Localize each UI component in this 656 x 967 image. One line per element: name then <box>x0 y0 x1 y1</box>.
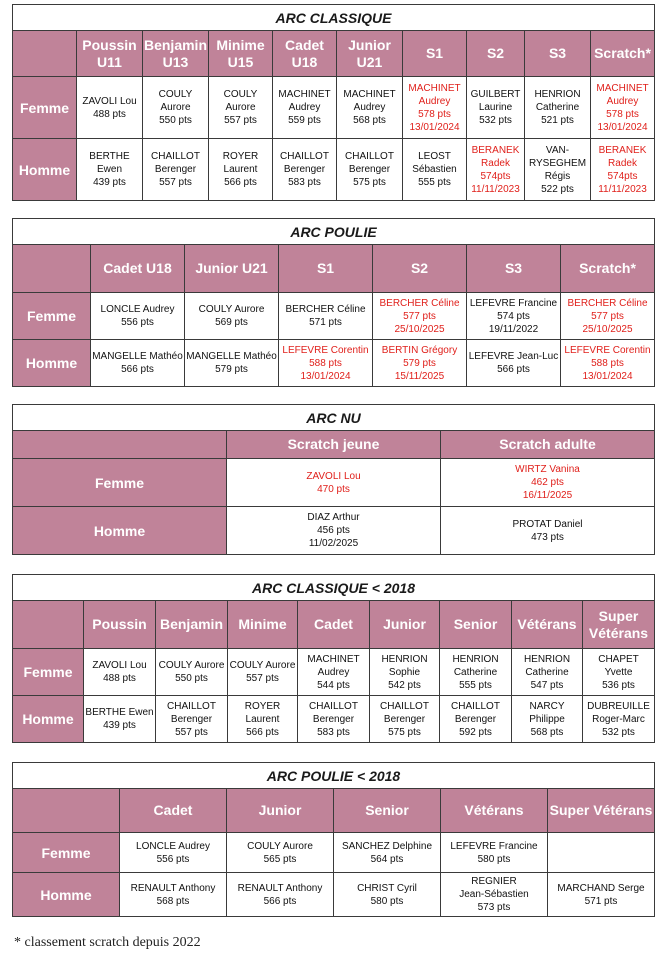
record-line: 532 pts <box>479 115 512 126</box>
record-line: 544 pts <box>317 679 350 691</box>
column-header: Super Vétérans <box>583 601 655 649</box>
record-line: GUILBERT <box>470 89 521 100</box>
column-header: Junior U21 <box>337 31 403 77</box>
record-cell <box>209 77 273 139</box>
record-line: CHAILLOT <box>451 700 500 712</box>
column-header: S3 <box>525 31 591 77</box>
record-line: MACHINET <box>596 82 649 94</box>
column-header: Poussin U11 <box>77 31 143 77</box>
record-cell <box>591 77 655 139</box>
record-cell <box>91 293 185 340</box>
column-header: S3 <box>467 245 561 293</box>
record-line: CHAPET <box>598 653 639 665</box>
column-header: Senior <box>334 789 441 833</box>
record-cell <box>467 139 525 201</box>
header-corner <box>13 601 84 649</box>
record-line: HENRION <box>534 89 581 100</box>
record-line: 566 pts <box>224 177 257 188</box>
record-line: 557 pts <box>175 726 208 738</box>
row-label: Homme <box>13 139 77 201</box>
record-line: 439 pts <box>93 177 126 188</box>
record-line: COULY Aurore <box>247 840 313 852</box>
record-line: LEFEVRE Francine <box>450 840 538 852</box>
header-corner <box>13 431 227 459</box>
record-line: Philippe <box>529 713 565 725</box>
record-line: 568 pts <box>156 895 190 907</box>
record-line: 11/11/2023 <box>471 183 520 195</box>
record-line: NARCY <box>529 700 565 712</box>
record-line: RENAULT Anthony <box>237 882 323 894</box>
record-line: ZAVOLI Lou <box>306 470 361 482</box>
record-line: ROYER <box>244 700 281 712</box>
record-line: 577 pts <box>591 310 624 322</box>
record-cell <box>84 696 156 743</box>
record-line: 583 pts <box>317 726 350 738</box>
record-line: BERCHER Céline <box>567 297 648 309</box>
row-label: Homme <box>13 340 91 387</box>
record-line: Berenger <box>283 164 326 175</box>
record-cell <box>512 696 583 743</box>
record-line: Radek <box>481 157 510 169</box>
record-line: RYSEGHEM <box>528 157 587 169</box>
record-line: Laurent <box>245 713 280 725</box>
record-line: BERTHE Ewen <box>85 707 154 718</box>
record-cell <box>548 873 655 917</box>
column-header: Super Vétérans <box>548 789 655 833</box>
table-arc-poulie <box>12 218 655 387</box>
table-row <box>13 139 655 201</box>
record-line: 580 pts <box>477 853 511 865</box>
record-line: Jean-Sébastien <box>459 889 529 900</box>
record-line: 11/11/2023 <box>598 183 647 195</box>
record-line: 577 pts <box>403 310 436 322</box>
record-cell <box>583 696 655 743</box>
record-line: 550 pts <box>175 673 208 684</box>
record-line: Sébastien <box>412 164 457 175</box>
record-line: HENRION <box>381 653 428 665</box>
record-cell <box>273 77 337 139</box>
record-cell <box>298 649 370 696</box>
table-title: ARC CLASSIQUE <box>13 5 655 31</box>
record-line: 470 pts <box>317 483 350 495</box>
record-line: PROTAT Daniel <box>512 518 583 530</box>
column-header: Junior <box>370 601 440 649</box>
column-header: Scratch* <box>561 245 655 293</box>
record-line: Yvette <box>604 666 633 678</box>
record-line: CHAILLOT <box>280 151 329 162</box>
column-header: Junior U21 <box>185 245 279 293</box>
record-line: 568 pts <box>353 115 386 126</box>
record-line: Audrey <box>418 95 451 107</box>
record-line: 555 pts <box>459 679 492 691</box>
record-line: CHAILLOT <box>380 700 429 712</box>
record-line: Laurine <box>478 102 513 113</box>
record-line: VAN- <box>545 144 570 156</box>
column-header: Benjamin U13 <box>143 31 209 77</box>
record-line: BERTIN Grégory <box>381 344 458 356</box>
table-row <box>13 459 655 507</box>
record-line: HENRION <box>523 653 571 665</box>
record-cell <box>512 649 583 696</box>
record-line: 488 pts <box>93 108 126 120</box>
record-line: Catherine <box>535 102 580 113</box>
record-line: Berenger <box>348 164 391 175</box>
record-line: RENAULT Anthony <box>130 882 216 894</box>
record-line: 580 pts <box>370 895 404 907</box>
record-line: 556 pts <box>121 317 154 328</box>
table-title: ARC CLASSIQUE < 2018 <box>13 575 655 601</box>
record-cell <box>441 833 548 873</box>
record-line: Berenger <box>154 164 197 175</box>
record-line: COULY <box>223 89 258 100</box>
record-line: 566 pts <box>263 895 297 907</box>
record-line: Audrey <box>288 102 321 113</box>
record-line: 571 pts <box>584 895 618 907</box>
record-line: HENRION <box>452 653 499 665</box>
column-header: Minime U15 <box>209 31 273 77</box>
record-line: 542 pts <box>388 679 421 691</box>
record-line: 575 pts <box>353 177 386 188</box>
record-line: LONCLE Audrey <box>100 304 175 315</box>
record-cell <box>561 340 655 387</box>
record-line: 557 pts <box>246 673 279 684</box>
column-header: Senior <box>440 601 512 649</box>
record-line: 583 pts <box>288 177 321 188</box>
record-line: ZAVOLI Lou <box>82 95 137 107</box>
table-title: ARC NU <box>13 405 655 431</box>
record-line: 15/11/2025 <box>394 370 445 382</box>
record-line: Sophie <box>388 666 421 678</box>
column-header: Scratch jeune <box>227 431 441 459</box>
column-header: S1 <box>403 31 467 77</box>
row-label: Femme <box>13 77 77 139</box>
record-line: MANGELLE Mathéo <box>92 351 183 362</box>
record-line: CHAILLOT <box>309 700 358 712</box>
record-line: COULY Aurore <box>229 660 296 671</box>
record-cell <box>273 139 337 201</box>
record-line: 473 pts <box>531 531 564 543</box>
table-row <box>13 649 655 696</box>
record-cell <box>156 696 228 743</box>
column-header: S2 <box>467 31 525 77</box>
record-cell <box>370 649 440 696</box>
record-cell <box>91 340 185 387</box>
record-line: 555 pts <box>418 177 451 188</box>
record-cell <box>373 340 467 387</box>
table-row <box>13 293 655 340</box>
record-line: 522 pts <box>541 183 574 195</box>
column-header: Vétérans <box>441 789 548 833</box>
record-cell <box>84 649 156 696</box>
record-cell <box>185 293 279 340</box>
header-corner <box>13 31 77 77</box>
record-line: 550 pts <box>159 115 192 126</box>
record-line: Laurent <box>223 164 258 175</box>
column-header: Poussin <box>84 601 156 649</box>
record-cell <box>228 649 298 696</box>
record-cell <box>120 833 227 873</box>
record-line: Catherine <box>453 666 498 678</box>
record-line: LEFEVRE Corentin <box>564 344 651 356</box>
column-header: S1 <box>279 245 373 293</box>
record-cell <box>441 459 655 507</box>
row-label: Homme <box>13 507 227 555</box>
row-label: Homme <box>13 873 120 917</box>
record-cell <box>337 77 403 139</box>
record-cell <box>298 696 370 743</box>
record-cell <box>337 139 403 201</box>
record-cell <box>279 340 373 387</box>
record-line: Berenger <box>170 713 213 725</box>
table-row <box>13 77 655 139</box>
record-line: 568 pts <box>530 726 564 738</box>
record-line: Catherine <box>525 666 569 678</box>
record-line: 566 pts <box>246 726 279 738</box>
record-cell <box>548 833 655 873</box>
record-line: 25/10/2025 <box>394 323 445 335</box>
record-cell <box>467 77 525 139</box>
row-label: Femme <box>13 649 84 696</box>
record-cell <box>227 507 441 555</box>
record-cell <box>403 139 467 201</box>
record-cell <box>228 696 298 743</box>
record-line: 588 pts <box>591 357 624 369</box>
record-line: 579 pts <box>403 357 436 369</box>
row-label: Homme <box>13 696 84 743</box>
record-line: LONCLE Audrey <box>136 840 210 852</box>
record-cell <box>334 833 441 873</box>
record-line: 25/10/2025 <box>582 323 633 335</box>
record-line: 462 pts <box>531 477 564 488</box>
record-cell <box>373 293 467 340</box>
record-line: 11/02/2025 <box>308 538 359 549</box>
footnote: * classement scratch depuis 2022 <box>14 935 201 950</box>
record-line: 556 pts <box>156 853 190 865</box>
record-line: CHRIST Cyril <box>357 882 417 894</box>
record-line: 13/01/2024 <box>582 370 633 382</box>
record-line: 13/01/2024 <box>409 121 460 133</box>
table-row <box>13 873 655 917</box>
record-line: LEOST <box>418 151 451 162</box>
record-line: 557 pts <box>159 177 192 188</box>
record-line: MANGELLE Mathéo <box>186 351 277 362</box>
record-line: 547 pts <box>530 679 564 691</box>
record-line: 569 pts <box>215 317 248 328</box>
record-cell <box>120 873 227 917</box>
record-line: Radek <box>608 157 637 169</box>
record-line: 574pts <box>480 170 511 182</box>
column-header: S2 <box>373 245 467 293</box>
record-line: MACHINET <box>307 653 360 665</box>
table-row <box>13 696 655 743</box>
column-header: Junior <box>227 789 334 833</box>
record-cell <box>525 139 591 201</box>
record-cell <box>143 139 209 201</box>
record-line: 566 pts <box>121 364 154 375</box>
record-line: BERCHER Céline <box>285 304 366 315</box>
row-label: Femme <box>13 293 91 340</box>
record-line: 588 pts <box>309 357 342 369</box>
record-cell <box>279 293 373 340</box>
column-header: Vétérans <box>512 601 583 649</box>
record-cell <box>403 77 467 139</box>
record-line: COULY Aurore <box>198 304 265 315</box>
column-header: Cadet U18 <box>273 31 337 77</box>
row-label: Femme <box>13 459 227 507</box>
record-cell <box>440 649 512 696</box>
record-cell <box>583 649 655 696</box>
table-row <box>13 507 655 555</box>
record-cell <box>227 459 441 507</box>
record-line: ROYER <box>222 151 259 162</box>
record-line: WIRTZ Vanina <box>515 464 580 475</box>
record-cell <box>441 873 548 917</box>
record-cell <box>143 77 209 139</box>
table-row <box>13 833 655 873</box>
record-cell <box>77 139 143 201</box>
record-line: BERANEK <box>471 144 520 156</box>
record-line: 565 pts <box>263 853 297 865</box>
record-line: 488 pts <box>103 673 136 684</box>
record-line: Régis <box>544 170 571 182</box>
record-line: 557 pts <box>224 115 257 126</box>
record-cell <box>591 139 655 201</box>
record-line: 574 pts <box>497 310 530 322</box>
header-corner <box>13 245 91 293</box>
record-line: 564 pts <box>370 853 404 865</box>
table-arc-nu <box>12 404 655 555</box>
record-line: 16/11/2025 <box>522 490 573 501</box>
record-cell <box>77 77 143 139</box>
record-line: 532 pts <box>602 726 635 738</box>
record-line: COULY Aurore <box>158 89 193 113</box>
record-cell <box>561 293 655 340</box>
record-line: CHAILLOT <box>345 151 394 162</box>
record-line: 456 pts <box>317 525 350 536</box>
record-line: 573 pts <box>477 902 511 913</box>
record-line: 571 pts <box>309 317 342 328</box>
record-cell <box>525 77 591 139</box>
record-line: CHAILLOT <box>151 151 200 162</box>
record-line: Audrey <box>317 666 350 678</box>
record-cell <box>370 696 440 743</box>
record-line: 566 pts <box>497 364 530 375</box>
record-line: MACHINET <box>343 89 396 100</box>
record-line: LEFEVRE Jean-Luc <box>468 351 559 362</box>
table-title: ARC POULIE < 2018 <box>13 763 655 789</box>
record-line: ZAVOLI Lou <box>92 660 147 671</box>
record-line: 13/01/2024 <box>300 370 351 382</box>
record-line: 592 pts <box>459 726 492 738</box>
record-line: 439 pts <box>103 720 136 731</box>
record-line: Roger-Marc <box>592 713 645 725</box>
record-line: BERTHE <box>89 151 130 162</box>
record-line: Aurore <box>225 102 256 113</box>
column-header: Benjamin <box>156 601 228 649</box>
record-line: REGNIER <box>471 876 517 887</box>
record-line: LEFEVRE Francine <box>469 297 558 309</box>
record-line: BERCHER Céline <box>379 297 460 309</box>
record-line: Ewen <box>96 164 122 175</box>
record-cell <box>209 139 273 201</box>
record-line: 579 pts <box>215 364 248 375</box>
record-line: SANCHEZ Delphine <box>341 840 433 852</box>
record-line: Berenger <box>312 713 355 725</box>
record-line: BERANEK <box>598 144 647 156</box>
record-cell <box>227 873 334 917</box>
column-header: Minime <box>228 601 298 649</box>
record-line: CHAILLOT <box>167 700 216 712</box>
record-cell <box>227 833 334 873</box>
record-line: 559 pts <box>288 115 321 126</box>
column-header: Cadet <box>120 789 227 833</box>
table-arc-classique-2018 <box>12 574 655 743</box>
record-line: 13/01/2024 <box>597 121 648 133</box>
record-line: Audrey <box>606 95 639 107</box>
column-header: Scratch adulte <box>441 431 655 459</box>
record-line: MACHINET <box>408 82 461 94</box>
record-line: MACHINET <box>278 89 331 100</box>
record-cell <box>467 340 561 387</box>
table-arc-classique <box>12 4 655 201</box>
table-arc-poulie-2018 <box>12 762 655 917</box>
column-header: Cadet <box>298 601 370 649</box>
column-header: Cadet U18 <box>91 245 185 293</box>
record-line: 19/11/2022 <box>488 323 539 335</box>
record-line: 578 pts <box>418 108 451 120</box>
record-line: 575 pts <box>388 726 421 738</box>
record-line: Audrey <box>353 102 386 113</box>
record-line: DUBREUILLE <box>587 700 650 712</box>
record-line: 578 pts <box>606 108 639 120</box>
record-cell <box>334 873 441 917</box>
table-title: ARC POULIE <box>13 219 655 245</box>
record-line: LEFEVRE Corentin <box>282 344 369 356</box>
record-line: Berenger <box>454 713 497 725</box>
record-cell <box>185 340 279 387</box>
header-corner <box>13 789 120 833</box>
record-line: 574pts <box>607 170 638 182</box>
row-label: Femme <box>13 833 120 873</box>
record-line: MARCHAND Serge <box>557 882 645 894</box>
record-cell <box>156 649 228 696</box>
record-line: COULY Aurore <box>158 660 225 671</box>
record-line: 521 pts <box>541 115 574 126</box>
table-row <box>13 340 655 387</box>
record-line: DIAZ Arthur <box>307 512 360 523</box>
record-cell <box>467 293 561 340</box>
record-cell <box>440 696 512 743</box>
record-line: 536 pts <box>602 679 635 691</box>
column-header: Scratch* <box>591 31 655 77</box>
record-line: Berenger <box>383 713 426 725</box>
record-cell <box>441 507 655 555</box>
